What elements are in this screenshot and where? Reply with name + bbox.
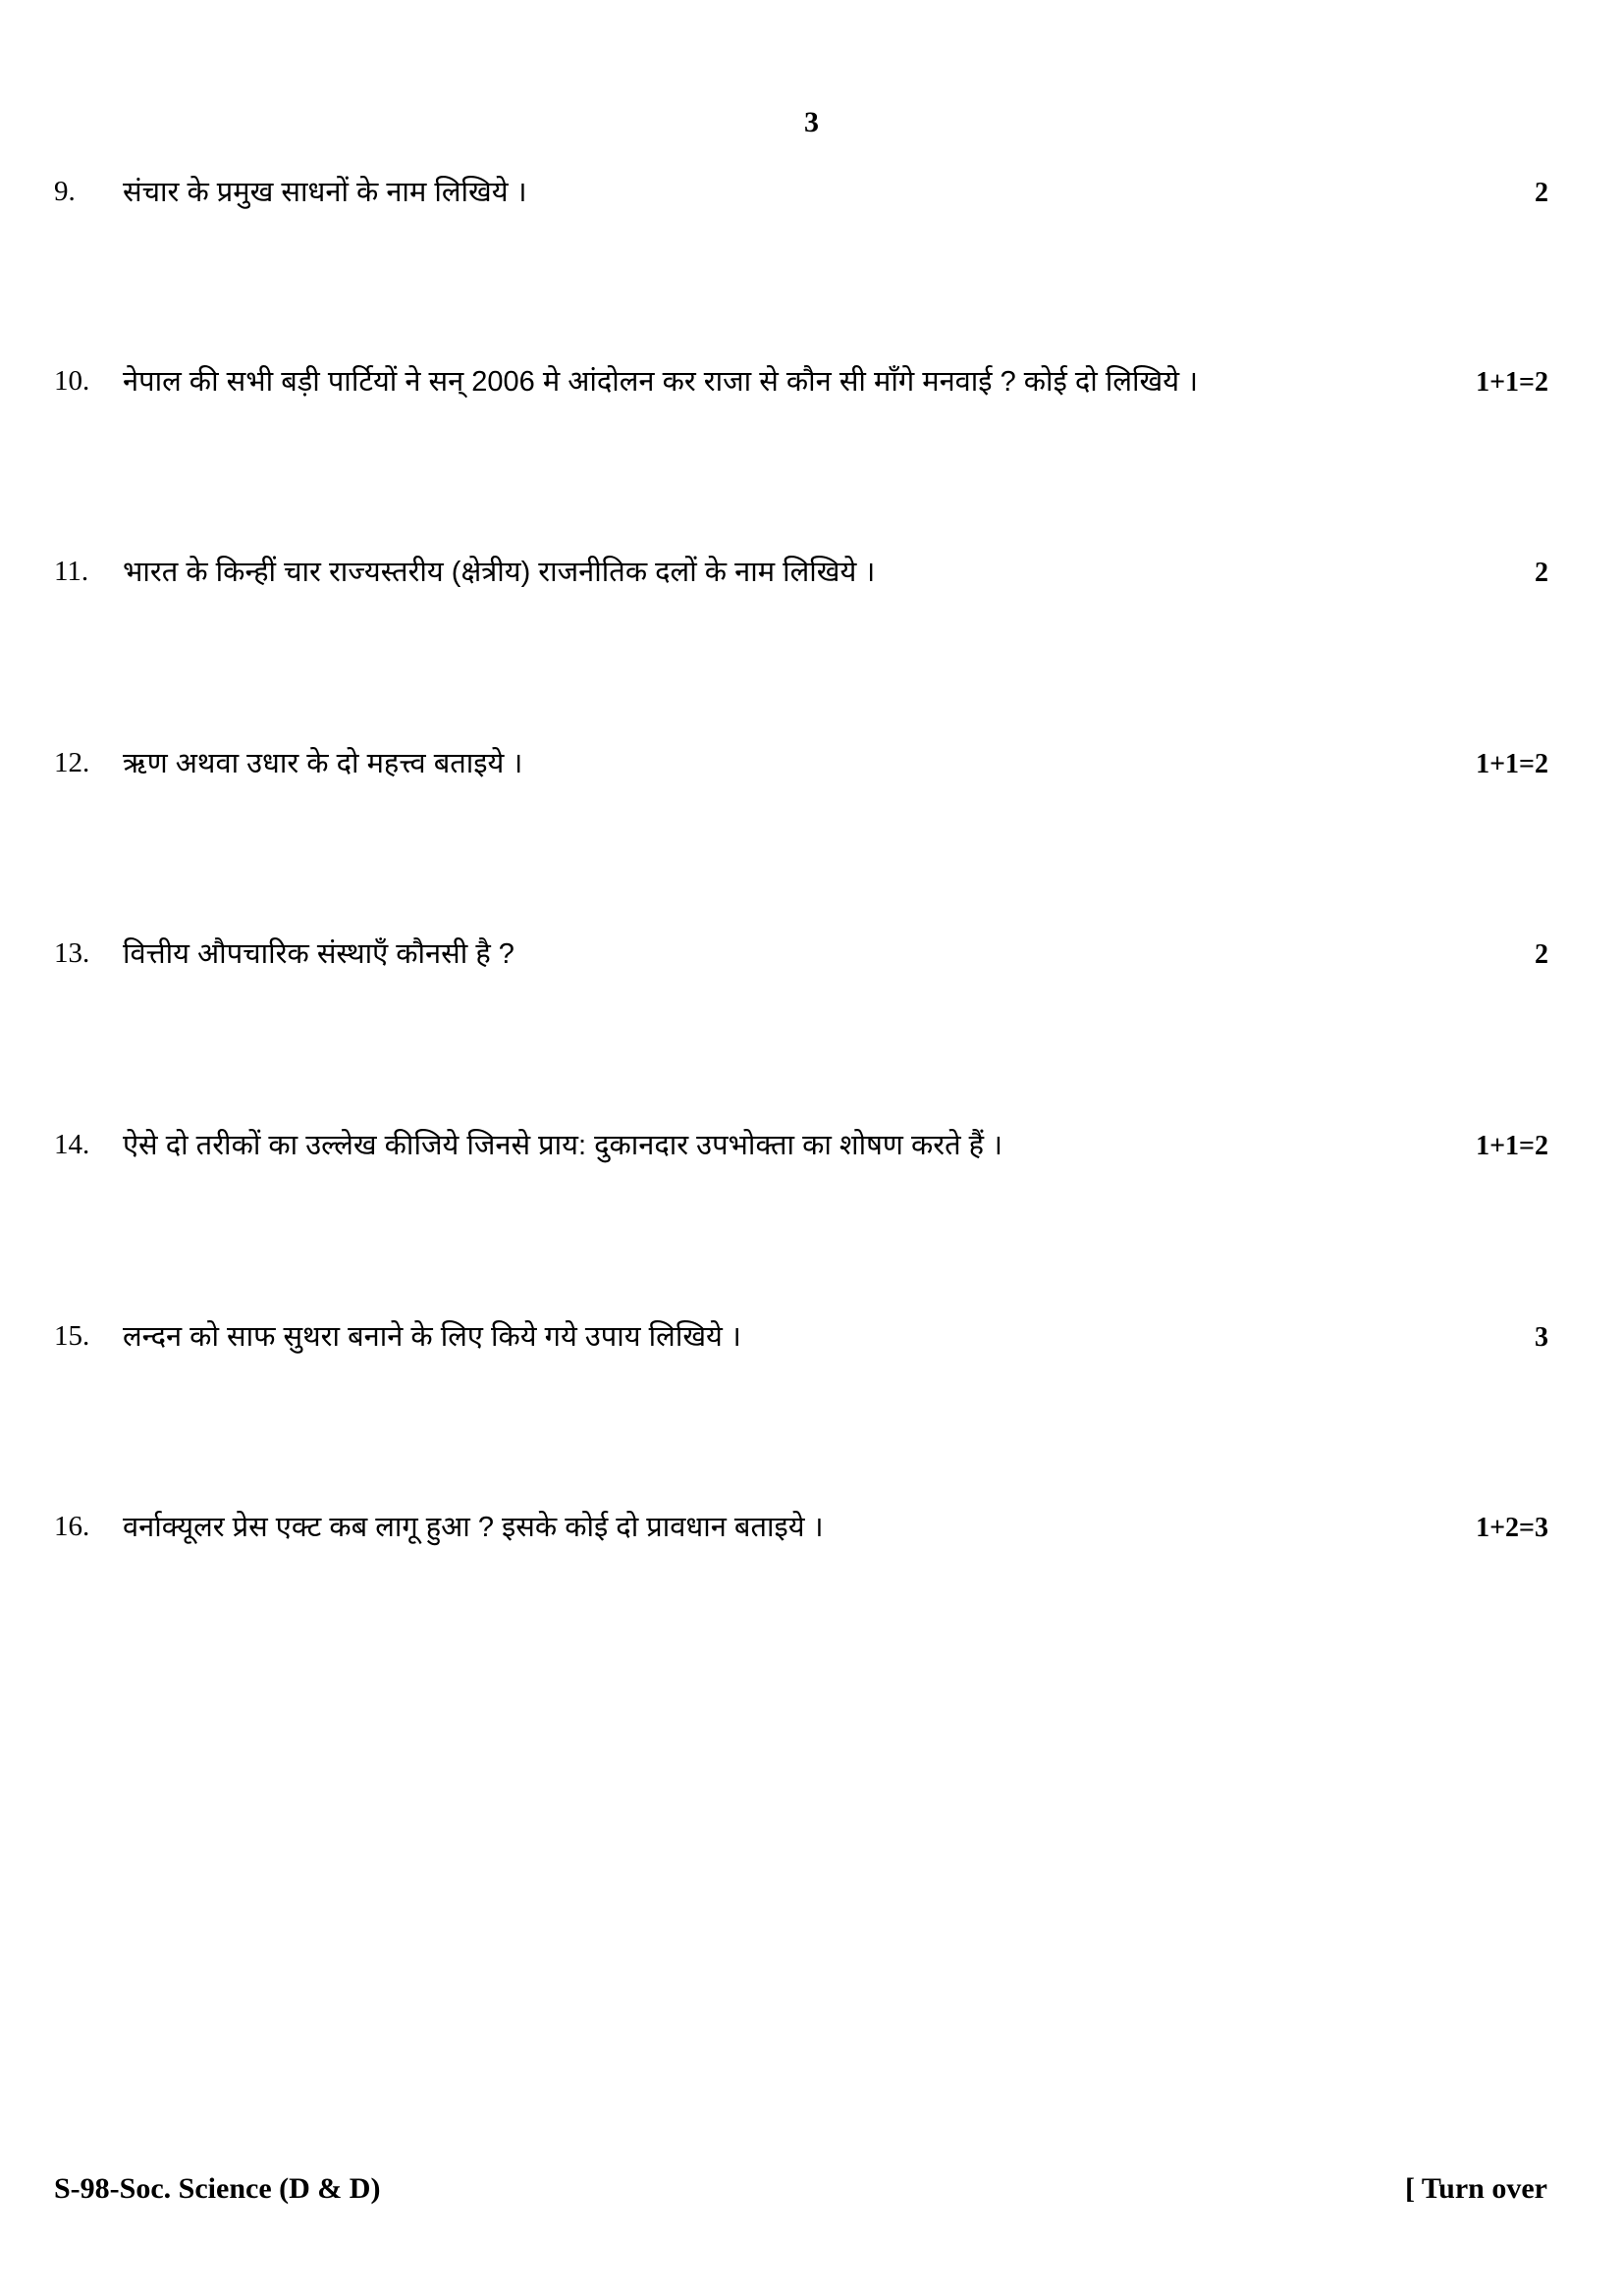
question-row [54,1125,1566,1167]
question-text: संचार के प्रमुख साधनों के नाम लिखिये । [123,177,527,208]
question-number: 15. [54,1319,90,1352]
question-text: नेपाल की सभी बड़ी पार्टियों ने सन् 2006 मे आंदोलन कर राजा से कौन सी माँगे मनवाई ? कोई दो लिखिये । [123,365,1199,398]
question-number: 13. [54,937,90,970]
question-number: 9. [54,176,76,207]
question-row [54,361,1566,403]
question-text: वित्तीय औपचारिक संस्थाएँ कौनसी है ? [123,938,514,971]
question-marks: 1+1=2 [1476,1130,1548,1161]
question-marks: 2 [1535,939,1548,971]
question-marks: 1+1=2 [1476,748,1548,779]
question-row [54,1316,1566,1359]
question-text: भारत के किन्हीं चार राज्यस्तरीय (क्षेत्रीय) राजनीतिक दलों के नाम लिखिये । [123,557,876,589]
question-marks: 1+2=3 [1476,1513,1548,1544]
question-row [54,552,1566,594]
question-list [0,172,1623,1549]
turn-over-label: [ Turn over [1404,2172,1547,2205]
question-number: 10. [54,364,90,397]
question-marks: 3 [1535,1321,1548,1353]
question-number: 16. [54,1511,90,1543]
question-row [54,172,1566,214]
question-number: 11. [54,556,89,588]
question-text: वर्नाक्यूलर प्रेस एक्ट कब लागू हुआ ? इसके कोई दो प्रावधान बताइये । [123,1512,824,1544]
question-row [54,1507,1566,1549]
question-number: 14. [54,1128,90,1160]
paper-code: S-98-Soc. Science (D & D) [54,2172,381,2205]
page-footer [0,2129,1623,2296]
question-text: लन्दन को साफ सुथरा बनाने के लिए किये गये उपाय लिखिये । [123,1320,741,1353]
question-text: ऋण अथवा उधार के दो महत्त्व बताइये । [123,747,523,779]
question-number: 12. [54,746,90,778]
page-number: 3 [804,106,819,138]
question-row [54,934,1566,976]
question-text: ऐसे दो तरीकों का उल्लेख कीजिये जिनसे प्राय: दुकानदार उपभोक्ता का शोषण करते हैं । [123,1129,1003,1161]
question-marks: 1+1=2 [1476,366,1548,398]
question-marks: 2 [1535,178,1548,208]
question-row [54,743,1566,785]
question-marks: 2 [1535,558,1548,589]
